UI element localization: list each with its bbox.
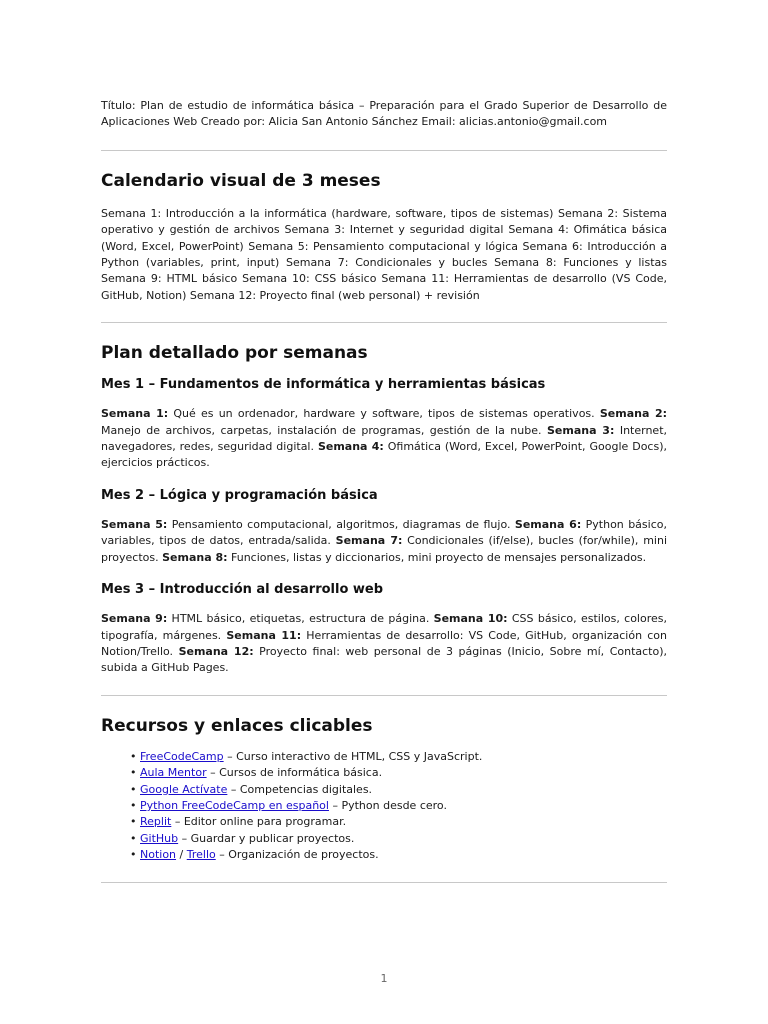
week-text: Funciones, listas y diccionarios, mini proyecto de mensajes personalizados. <box>227 550 647 564</box>
week-text: Python básico, variables, tipos de datos, entrada/salida. <box>101 517 667 548</box>
link-aula-mentor[interactable]: Aula Mentor <box>140 766 207 780</box>
divider <box>101 150 667 151</box>
month-1-title: Mes 1 – Fundamentos de informática y herramientas básicas <box>101 377 546 393</box>
bullet: • <box>130 766 137 780</box>
week-label: Semana 5: <box>101 517 168 531</box>
bullet: • <box>130 749 137 763</box>
list-item <box>130 798 667 814</box>
resource-list <box>101 749 667 864</box>
link-python-freecodecamp[interactable]: Python FreeCodeCamp en español <box>140 798 329 812</box>
page-number: 1 <box>380 972 388 985</box>
list-item <box>130 814 667 830</box>
week-text: Condicionales (if/else), bucles (for/while), mini proyectos. <box>101 534 668 564</box>
week-text: CSS básico, estilos, colores, tipografía, márgenes. <box>101 612 667 642</box>
week-label: Semana 7: <box>335 534 403 548</box>
list-item <box>130 782 667 798</box>
bullet: • <box>130 848 137 862</box>
list-item <box>130 831 667 847</box>
calendar-text: Semana 1: Introducción a la informática (hardware, software, tipos de sistemas) Semana 2: Sistema operativo y gestión de archivos Semana 3: Internet y seguridad digital Semana 4: Ofimática básica (Word, Excel, PowerPoint) Semana 5: Pensamiento computacional y lógica Semana 6: Introducción a Python (variables, print, input) Semana 7: Condicionales y bucles Semana 8: Funciones y listas Semana 9: HTML básico Semana 10: CSS básico Semana 11: Herramientas de desarrollo (VS Code, GitHub, Notion) Semana 12: Proyecto final (web personal) + revisión <box>101 206 667 302</box>
link-replit[interactable]: Replit <box>140 815 172 829</box>
link-github[interactable]: GitHub <box>140 831 179 845</box>
link-google-activate[interactable]: Google Actívate <box>140 782 228 796</box>
link-trello[interactable]: Trello <box>186 848 216 862</box>
week-label: Semana 1: <box>101 407 169 421</box>
item-description: – Curso interactivo de HTML, CSS y JavaScript. <box>223 749 483 763</box>
bullet: • <box>130 798 137 812</box>
week-label: Semana 8: <box>162 550 228 564</box>
document-page <box>101 98 667 883</box>
bullet: • <box>130 815 137 829</box>
link-notion[interactable]: Notion <box>140 848 177 862</box>
week-label: Semana 3: <box>546 423 615 437</box>
week-text: HTML básico, etiquetas, estructura de página. <box>167 612 434 626</box>
item-description: – Python desde cero. <box>328 798 447 812</box>
week-text: Pensamiento computacional, algoritmos, diagramas de flujo. <box>167 517 515 531</box>
section-title-plan: Plan detallado por semanas <box>101 343 368 364</box>
item-description: – Editor online para programar. <box>171 815 347 829</box>
week-label: Semana 11: <box>226 628 302 642</box>
week-text: Qué es un ordenador, hardware y software, tipos de sistemas operativos. <box>168 407 600 421</box>
week-label: Semana 12: <box>178 644 254 658</box>
week-label: Semana 2: <box>599 407 668 421</box>
month-3-title: Mes 3 – Introducción al desarrollo web <box>101 582 384 598</box>
document-header: Título: Plan de estudio de informática básica – Preparación para el Grado Superior de Desarrollo de Aplicaciones Web Creado por: Alicia San Antonio Sánchez Email: alicias.antonio@gmail.com <box>101 99 667 129</box>
bullet: • <box>130 782 137 796</box>
section-title-calendar: Calendario visual de 3 meses <box>101 170 381 191</box>
divider <box>101 882 667 883</box>
week-label: Semana 9: <box>101 612 168 626</box>
week-text: Ofimática (Word, Excel, PowerPoint, Google Docs), ejercicios prácticos. <box>101 440 667 470</box>
week-text: Internet, navegadores, redes, seguridad digital. <box>101 423 668 454</box>
link-freecodecamp[interactable]: FreeCodeCamp <box>140 749 224 763</box>
list-item <box>130 847 667 863</box>
week-label: Semana 6: <box>514 517 582 531</box>
month-1-text <box>101 406 667 472</box>
week-label: Semana 4: <box>317 440 384 454</box>
month-2-text <box>101 517 667 566</box>
divider <box>101 322 667 323</box>
item-description: – Cursos de informática básica. <box>206 766 383 780</box>
week-text: Proyecto final: web personal de 3 páginas (Inicio, Sobre mí, Contacto), subida a GitHub Pages. <box>101 644 668 675</box>
item-description: – Guardar y publicar proyectos. <box>178 831 355 845</box>
list-item <box>130 749 667 765</box>
divider <box>101 695 667 696</box>
item-description: – Organización de proyectos. <box>215 848 379 862</box>
list-item <box>130 765 667 781</box>
week-text: Manejo de archivos, carpetas, instalación de programas, gestión de la nube. <box>101 423 547 437</box>
month-2-title: Mes 2 – Lógica y programación básica <box>101 487 378 503</box>
item-description: – Competencias digitales. <box>227 782 373 796</box>
month-3-text <box>101 611 667 677</box>
week-text: Herramientas de desarrollo: VS Code, GitHub, organización con Notion/Trello. <box>101 628 667 658</box>
week-label: Semana 10: <box>433 612 508 626</box>
bullet: • <box>130 831 137 845</box>
section-title-resources: Recursos y enlaces clicables <box>101 715 373 736</box>
link-separator: / <box>176 848 187 862</box>
